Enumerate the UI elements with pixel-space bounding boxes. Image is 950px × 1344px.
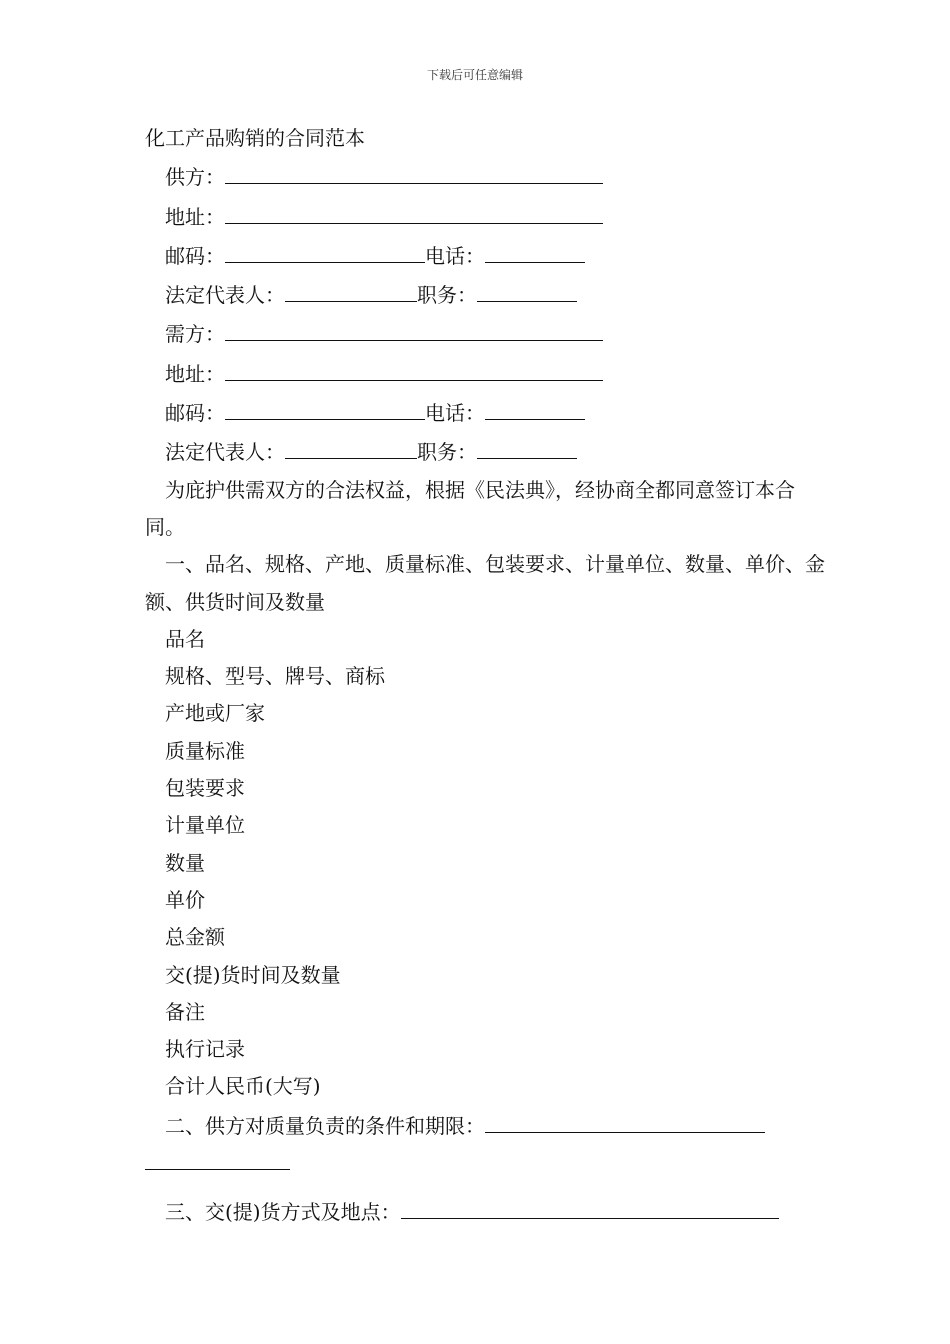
buyer-rep-label: 法定代表人： bbox=[165, 440, 285, 465]
section1-item: 包装要求 bbox=[165, 776, 245, 801]
header-note: 下载后可任意编辑 bbox=[426, 68, 523, 82]
supplier-postcode-row bbox=[145, 236, 825, 275]
supplier-rep-label: 法定代表人： bbox=[165, 283, 285, 308]
section1-heading: 一、品名、规格、产地、质量标准、包装要求、计量单位、数量、单价、金额、供货时间及数量 bbox=[145, 552, 825, 614]
section2-field-continuation[interactable] bbox=[145, 1143, 290, 1170]
supplier-name-label: 供方： bbox=[165, 165, 225, 190]
section3-heading: 三、交(提)货方式及地点： bbox=[165, 1200, 401, 1225]
section1-item: 规格、型号、牌号、商标 bbox=[165, 664, 385, 689]
buyer-position-label: 职务： bbox=[417, 440, 477, 465]
buyer-phone-field[interactable] bbox=[485, 393, 585, 420]
buyer-name-field[interactable] bbox=[225, 314, 603, 341]
contract-document bbox=[145, 120, 825, 1232]
section1-item: 计量单位 bbox=[165, 813, 245, 838]
buyer-name-label: 需方： bbox=[165, 322, 225, 347]
buyer-address-field[interactable] bbox=[225, 354, 603, 381]
section2-heading: 二、供方对质量负责的条件和期限： bbox=[165, 1113, 485, 1138]
supplier-name-row bbox=[145, 157, 825, 196]
supplier-name-field[interactable] bbox=[225, 157, 603, 184]
supplier-rep-row bbox=[145, 275, 825, 314]
supplier-rep-field[interactable] bbox=[285, 275, 417, 302]
section1-item: 备注 bbox=[165, 999, 205, 1024]
supplier-address-row bbox=[145, 197, 825, 236]
section1-item: 产地或厂家 bbox=[165, 701, 265, 726]
buyer-rep-field[interactable] bbox=[285, 432, 417, 459]
buyer-name-row bbox=[145, 314, 825, 353]
section1-item: 数量 bbox=[165, 850, 205, 875]
supplier-address-label: 地址： bbox=[165, 204, 225, 229]
supplier-postcode-label: 邮码： bbox=[165, 243, 225, 268]
section1-item: 交(提)货时间及数量 bbox=[165, 962, 341, 987]
section1-item: 总金额 bbox=[165, 925, 225, 950]
section1-item: 品名 bbox=[165, 626, 205, 651]
supplier-postcode-field[interactable] bbox=[225, 236, 425, 263]
supplier-position-field[interactable] bbox=[477, 275, 577, 302]
buyer-position-field[interactable] bbox=[477, 432, 577, 459]
section1-item: 单价 bbox=[165, 887, 205, 912]
preamble-paragraph: 为庇护供需双方的合法权益，根据《民法典》，经协商全都同意签订本合同。 bbox=[145, 477, 795, 539]
buyer-postcode-label: 邮码： bbox=[165, 401, 225, 426]
section1-item: 合计人民币(大写) bbox=[165, 1074, 321, 1099]
section2-field[interactable] bbox=[485, 1106, 765, 1133]
supplier-phone-field[interactable] bbox=[485, 236, 585, 263]
section2-continuation-row bbox=[145, 1145, 825, 1182]
supplier-phone-label: 电话： bbox=[425, 243, 485, 268]
buyer-postcode-field[interactable] bbox=[225, 393, 425, 420]
buyer-rep-row bbox=[145, 432, 825, 471]
supplier-position-label: 职务： bbox=[417, 283, 477, 308]
buyer-postcode-row bbox=[145, 393, 825, 432]
section2-row bbox=[145, 1106, 825, 1145]
supplier-address-field[interactable] bbox=[225, 197, 603, 224]
buyer-phone-label: 电话： bbox=[425, 401, 485, 426]
section1-item: 执行记录 bbox=[165, 1037, 245, 1062]
buyer-address-row bbox=[145, 354, 825, 393]
section3-row bbox=[145, 1192, 825, 1231]
section3-field[interactable] bbox=[401, 1192, 779, 1219]
buyer-address-label: 地址： bbox=[165, 361, 225, 386]
contract-title: 化工产品购销的合同范本 bbox=[145, 126, 365, 150]
section1-item: 质量标准 bbox=[165, 738, 245, 763]
